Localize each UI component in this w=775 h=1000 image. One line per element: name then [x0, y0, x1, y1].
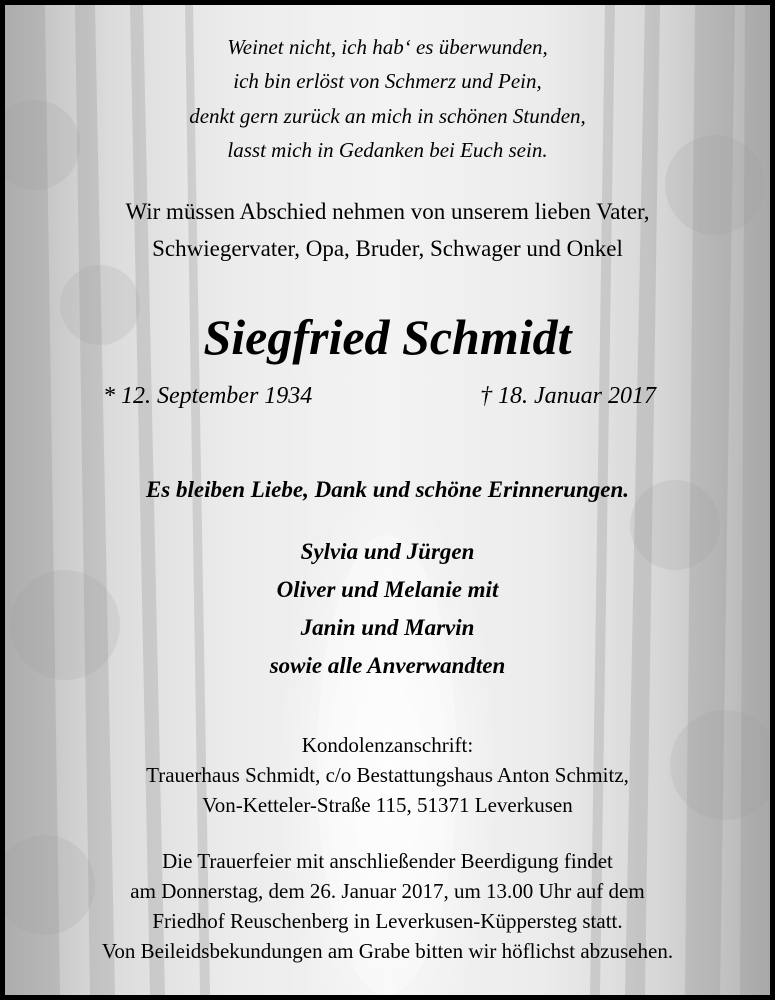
intro-line-1: Wir müssen Abschied nehmen von unserem lieben Vater, [125, 199, 650, 224]
condolence-heading: Kondolenzanschrift: [301, 733, 474, 757]
poem-line-3: denkt gern zurück an mich in schönen Stunden, [189, 104, 586, 128]
family-line-2: Oliver und Melanie mit [276, 577, 499, 602]
condolence-address-line-1: Trauerhaus Schmidt, c/o Bestattungshaus Anton Schmitz, [146, 763, 629, 787]
family-line-4: sowie alle Anverwandten [269, 653, 506, 678]
poem-line-2: ich bin erlöst von Schmerz und Pein, [233, 69, 542, 93]
poem-line-1: Weinet nicht, ich hab‘ es überwunden, [227, 35, 548, 59]
death-date: † 18. Januar 2017 [480, 383, 656, 409]
motto: Es bleiben Liebe, Dank und schöne Erinnerungen. [145, 477, 630, 502]
poem-line-4: lasst mich in Gedanken bei Euch sein. [227, 138, 548, 162]
obituary-frame [5, 5, 770, 995]
notice-line-4: Von Beileidsbekundungen am Grabe bitten wir höflichst abzusehen. [101, 939, 674, 963]
family-line-3: Janin und Marvin [300, 615, 475, 640]
deceased-name: Siegfried Schmidt [203, 309, 572, 365]
birth-date: * 12. September 1934 [103, 383, 313, 409]
intro-line-2: Schwiegervater, Opa, Bruder, Schwager und Onkel [152, 236, 623, 261]
condolence-address-line-2: Von-Ketteler-Straße 115, 51371 Leverkusen [202, 793, 573, 817]
notice-line-2: am Donnerstag, dem 26. Januar 2017, um 13.00 Uhr auf dem [130, 879, 645, 903]
notice-line-3: Friedhof Reuschenberg in Leverkusen-Küppersteg statt. [152, 909, 623, 933]
obituary-content [5, 5, 770, 995]
family-line-1: Sylvia und Jürgen [300, 539, 475, 564]
notice-line-1: Die Trauerfeier mit anschließender Beerdigung findet [162, 849, 613, 873]
